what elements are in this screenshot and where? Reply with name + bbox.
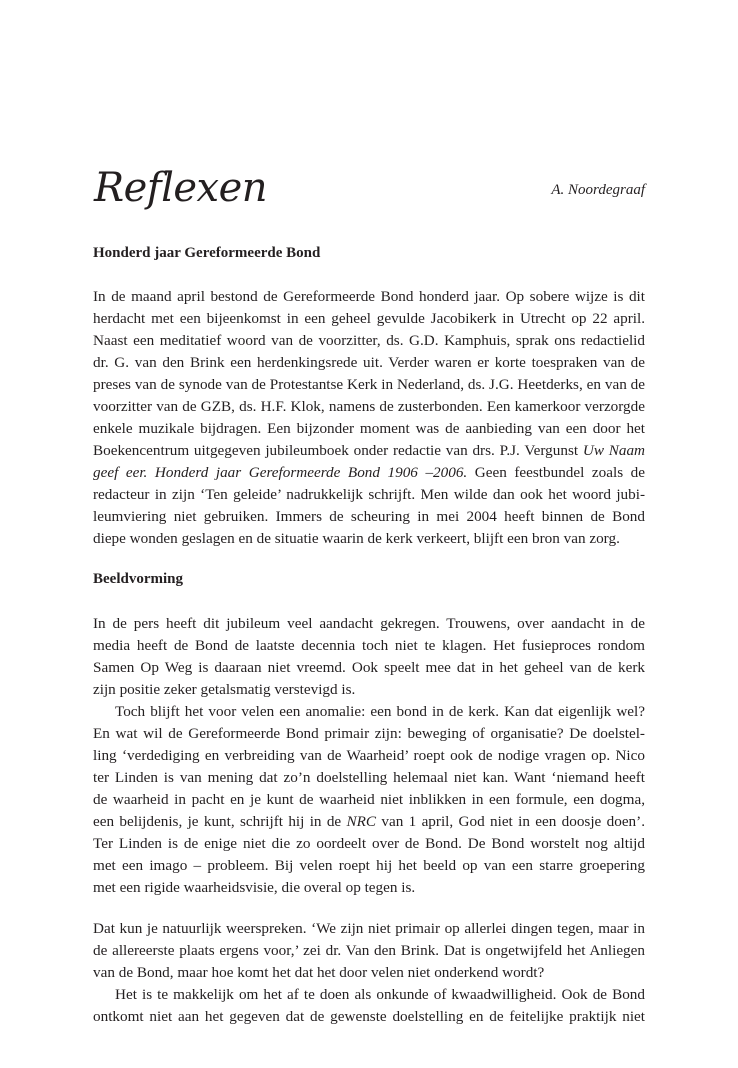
paragraph-line bbox=[93, 440, 645, 462]
paragraph-line: diepe wonden geslagen en de situatie waarin de kerk verkeert, blijft een bron van zorg. bbox=[93, 530, 620, 547]
article-author: A. Noordegraaf bbox=[551, 182, 645, 198]
paragraph-line: zijn positie zeker getalsmatig verstevigd is. bbox=[93, 681, 356, 698]
paragraph-line: met een rigide waarheidsvisie, die overal op tegen is. bbox=[93, 879, 416, 896]
paragraph-line: Dat kun je natuurlijk weerspreken. ‘We zijn niet primair op allerlei dingen tegen, maar in bbox=[93, 920, 645, 937]
paragraph-line: Het is te makkelijk om het af te doen als onkunde of kwaadwilligheid. Ook de Bond bbox=[115, 986, 645, 1003]
line-text: een belijdenis, je kunt, schrijft hij in de bbox=[93, 813, 342, 830]
paragraph-line bbox=[93, 811, 645, 833]
paragraph-line: met een imago – probleem. Bij velen roept hij het beeld op van een starre groepering bbox=[93, 857, 645, 874]
paragraph-line: In de pers heeft dit jubileum veel aandacht gekregen. Trouwens, over aandacht in de bbox=[93, 615, 645, 632]
book-title-italic: geef eer. Honderd jaar Gereformeerde Bond 1906 –2006. bbox=[93, 464, 468, 481]
paragraph-line: En wat wil de Gereformeerde Bond primair zijn: beweging of organisatie? De doelstel- bbox=[93, 725, 645, 742]
paragraph-line: media heeft de Bond de laatste decennia toch niet te klagen. Het fusieproces rondom bbox=[93, 637, 645, 654]
paragraph-line: ter Linden is van mening dat zo’n doelstelling helemaal niet kan. Want ‘niemand heeft bbox=[93, 769, 645, 786]
paragraph-line: enkele muzikale bijdragen. Een bijzonder moment was de aanbieding van een door het bbox=[93, 420, 645, 437]
line-text: van 1 april, God niet in een doosje doen’. bbox=[381, 813, 646, 830]
paragraph-line: Naast een meditatief woord van de voorzitter, ds. G.D. Kamphuis, sprak ons redactielid bbox=[93, 332, 645, 349]
paragraph-line bbox=[93, 462, 645, 484]
paragraph-line: ling ‘verdediging en verbreiding van de Waarheid’ roept ook de nodige vragen op. Nico bbox=[93, 747, 645, 764]
book-title-italic: Uw Naam bbox=[582, 442, 646, 459]
paragraph-line: redacteur in zijn ‘Ten geleide’ nadrukkelijk schrijft. Men wilde dan ook het woord jubi- bbox=[93, 486, 645, 503]
paragraph-line: In de maand april bestond de Gereformeerde Bond honderd jaar. Op sobere wijze is dit bbox=[93, 288, 645, 305]
paragraph-line: voorzitter van de GZB, ds. H.F. Klok, namens de zusterbonden. Een kamerkoor verzorgde bbox=[93, 398, 645, 415]
paragraph-line: de allereerste plaats ergens voor,’ zei dr. Van den Brink. Dat is ongetwijfeld het Anliegen bbox=[93, 942, 645, 959]
line-text: Boekencentrum uitgegeven jubileumboek onder redactie van drs. P.J. Vergunst bbox=[93, 442, 579, 459]
paragraph-line: herdacht met een bijeenkomst in een geheel gevulde Jacobikerk in Utrecht op 22 april. bbox=[93, 310, 645, 327]
paragraph-line: leumviering niet gebruiken. Immers de scheuring in mei 2004 heeft binnen de Bond bbox=[93, 508, 645, 525]
paragraph-line: Ter Linden is de enige niet die zo oordeelt over de Bond. De Bond worstelt nog altijd bbox=[93, 835, 645, 852]
newspaper-name-italic: NRC bbox=[346, 813, 377, 830]
paragraph-line: van de Bond, maar hoe komt het dat het door velen niet onderkend wordt? bbox=[93, 964, 545, 981]
section-heading-honderd-jaar: Honderd jaar Gereformeerde Bond bbox=[93, 245, 321, 261]
paragraph-line: dr. G. van den Brink een herdenkingsrede uit. Verder waren er korte toespraken van de bbox=[93, 354, 645, 371]
line-text: Geen feestbundel zoals de bbox=[474, 464, 645, 481]
paragraph-line: ontkomt niet aan het gegeven dat de gewenste doelstelling en de feitelijke praktijk niet bbox=[93, 1008, 645, 1025]
section-heading-beeldvorming: Beeldvorming bbox=[93, 571, 183, 587]
paragraph-line: preses van de synode van de Protestantse Kerk in Nederland, ds. J.G. Heetderks, en van de bbox=[93, 376, 645, 393]
paragraph-line: de waarheid in pacht en je kunt de waarheid niet inblikken in een formule, een dogma, bbox=[93, 791, 645, 808]
paragraph-line: Toch blijft het voor velen een anomalie: een bond in de kerk. Kan dat eigenlijk wel? bbox=[115, 703, 645, 720]
paragraph-line: Samen Op Weg is daaraan niet vreemd. Ook speelt mee dat in het geheel van de kerk bbox=[93, 659, 645, 676]
article-title: Reflexen bbox=[94, 165, 268, 211]
